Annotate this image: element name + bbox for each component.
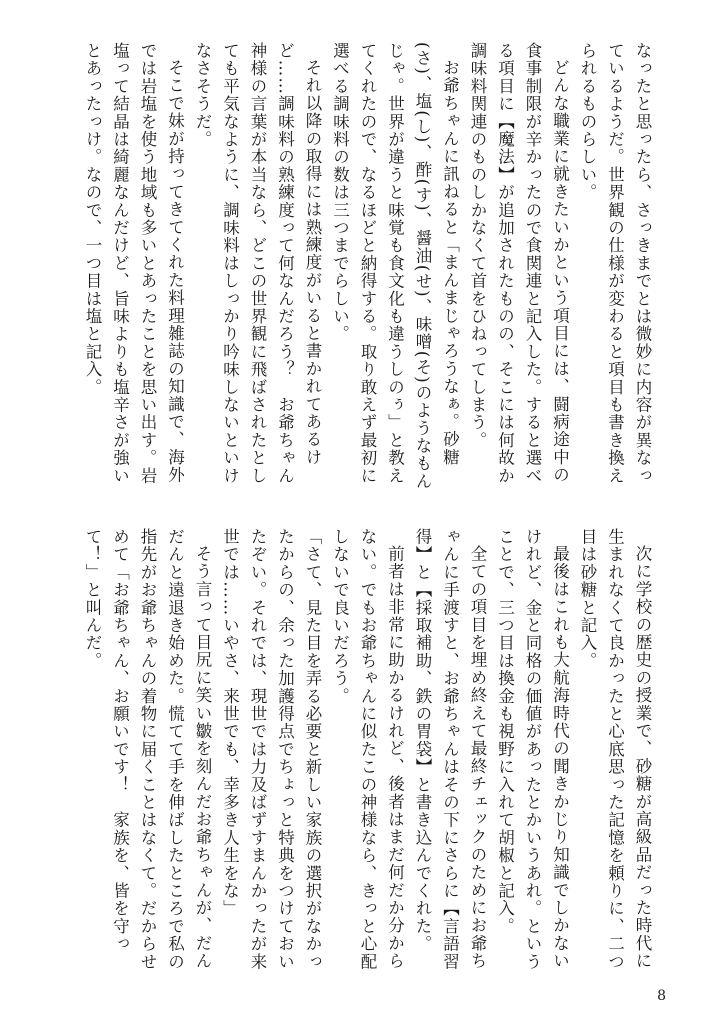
paragraph: そう言って目尻に笑い皺を刻んだお爺ちゃんが、だんだんと遠退き始めた。慌てて手を伸ばしたところで私の指先がお爺ちゃんの着物に届くことはなくて。だからせめて「お爺ちゃん、お願いです！ 家族を、皆を守って！」と叫んだ。 bbox=[83, 528, 212, 971]
paragraph: お爺ちゃんに訊ねると「まんまじゃろうなぁ。砂糖(さ)、塩(し)、酢(す)、醤油(せ)、味噌(そ)のようなもんじゃ。世界が違うと味覚も食文化も違うしのぅ」と教えてくれたので、なるほどと納得する。取り敢えず最初に選べる調味料の数は三つまでらしい。 bbox=[330, 42, 460, 491]
paragraph: 全ての項目を埋め終えて最終チェックのためにお爺ちゃんに手渡すと、お爺ちゃんはその下にさらに【言語習得】と【採取補助、鉄の胃袋】と書き込んでくれた。 bbox=[413, 528, 487, 971]
page-number: 8 bbox=[657, 988, 666, 1004]
bottom-text-block bbox=[56, 528, 656, 976]
paragraph: なったと思ったら、さっきまでとは微妙に内容が異なっているようだ。世界観の仕様が変わると項目も書き換えられるものらしい。 bbox=[578, 42, 652, 485]
paragraph: どんな職業に就きたいかという項目には、闘病途中の食事制限が辛かったので食関連と記入した。すると選べる項目に【魔法】が追加されたものの、そこには何故か調味料関連のものしかなくて首をひねってしまう。 bbox=[468, 42, 570, 485]
top-text-block bbox=[56, 42, 656, 500]
paragraph: 「さて、見た目を弄る必要と新しい家族の選択がなかったからの、余った加護得点でちょっと特典をつけておいたぞい。それでは、現世では力及ばずすまんかったが来世では……いやさ、来世でも、幸多き人生をな」 bbox=[220, 528, 322, 971]
paragraph: 前者は非常に助かるけれど、後者はまだ何だか分からない。でもお爺ちゃんに似たこの神様なら、きっと心配しないで良いだろう。 bbox=[330, 528, 405, 971]
paragraph: そこで妹が持ってきてくれた料理雑誌の知識で、海外では岩塩を使う地域も多いとあったことを思い出す。岩塩って結晶は綺麗なんだけど、旨味よりも塩辛さが強いとあったっけ。なので、一つ目は塩と記入。 bbox=[83, 42, 185, 485]
paragraph: それ以降の取得には熟練度がいると書かれてあるけど……調味料の熟練度って何なんだろう？ お爺ちゃん神様の言葉が本当なら、どこの世界観に飛ばされたとしても平気なように、調味料はしっかり吟味しないといけなさそうだ。 bbox=[193, 42, 322, 485]
paragraph: 次に学校の歴史の授業で、砂糖が高級品だった時代に生まれなくて良かったと心底思った記憶を頼りに、二つ目は砂糖と記入。 bbox=[578, 528, 652, 971]
paragraph: 最後はこれも大航海時代の聞きかじり知識でしかないけれど、金と同格の価値があったとかいうあれ。ということで、三つ目は換金も視野に入れて胡椒と記入。 bbox=[495, 528, 570, 971]
